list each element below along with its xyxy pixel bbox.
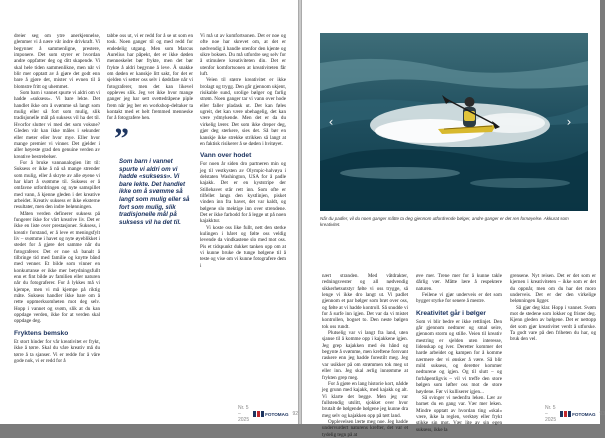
brand-name: FOTOMAG [265,411,289,417]
paragraph: dreier seg om ytre anerkjennelse, glemmer vi å nære vår indre drivkraft. Vi begynner å sammenligne, prestere, imponere. Det som styrer er hvordan andre oppfatter deg og ditt skapende. Vi skal hele tiden sammenlikne, men når vi blir mer opptatt av å gjøre det godt enn bare å gjøre det, mister vi evnen til å blomstre fritt og uhemmet. [14,33,100,90]
page-number: 93 [599,411,605,417]
left-column-3 [200,33,286,269]
paragraph: øve mer. Trene mer for å kunne takle dårlig vær. Måtte lære å respektere naturen. [416,273,502,292]
paragraph: Feilene vi gjør underveis er det som bygger styrke for senere å mestre. [416,292,502,305]
paragraph: Som barn i vannet spurte vi aldri om vi hadde «suksess». Vi bare lekte. Det handlet ikke om å svømme så langt som mulig eller så fort som mulig, slik tradisjonelle mål på suksess vil ha det til. Hvorfor slutter vi med det som voksne? Gleden vår kan ikke måles i sekunder eller meter eller hvor mye. Eller hvor mange premier vi vinner. Det gjelder i aller høyeste grad den genuine verden av kreative bestrebelser. [14,90,100,160]
issue-number: Nr. 5 – 2025 [238,405,250,423]
page-number: 92 [292,411,299,417]
photo-caption: Når du padler, vil du noen ganger måtte ta deg gjennom utfordrende bølger, andre ganger er det ren fornøyelse. Akkurat som kreativitet. [320,216,569,227]
section-heading: Vann over hodet [200,152,252,160]
paragraph: Måten verden definerer suksess på fungerer ikke for vårt kreative liv. Det er ikke en liste over prestasjoner. Suksess, i kreativ forstand, er å leve et meningsfylt liv – svømme i havet og nyte øyeblikket i stedet for å gjøre det samme når du fotograferer. Det er noe så banalt å tilbringe tid med familie og knytte bånd med venner. Et bilde som vinner en konkurranse er ikke mer betydningsfullt enn et fint bilde av familien eller naturen når du fotograferer. For å lykkes må vi kjempe, men vi må kjempe på riktig måte. Suksess handler ikke bare om å rette oppmerksomheten mot deg selv. Hopp i vannet og svøm, slik at du kan oppdage verden, ikke for at verden skal oppdage deg. [14,210,100,325]
pull-quote-text: Som barn i vannet spurte vi aldri om vi hadde «suksess». Vi bare lekte. Det handlet ikke om å svømme så langt som mulig eller så fort som mulig, slik tradisjonelle mål på suksess vil ha det til. [119,158,190,226]
logo-icon [253,411,264,417]
paragraph: Opplevelsen lærte meg noe. Jeg hadde undervurdert naturens krefter, det var et tydelig tegn på at [322,418,408,438]
paragraph: Plutselig var vi langt fra land, uten sjanse til å komme opp i kajakkene igjen. Jeg grep kajakken med én hånd og begynte å svømme, men kreftene forsvant raskere enn jeg hadde forestilt meg. Jeg var usikker på om strømmen tok meg ut eller inn. Jeg skal ærlig innrømme at frykten grep meg. [322,330,408,381]
paragraph: For noen år siden dro partneren min og jeg til vestkysten av Olympic-halvøya i delstaten Washington, USA for å padle kajakk. Det er en kyststripe der Stillehavet står rett inn. Som ofte er tilfellet langs den kystlinjen, pisket vinden inn fra havet, det var kaldt, og bølgene slo mektige inn over strendene. Det er ikke farbodd for å legge ut på noen kajakktur. [200,161,286,225]
issue-number: Nr. 5 – 2025 [545,405,557,423]
right-footer [545,405,605,423]
brand-logo [253,411,288,417]
paragraph: Vi koste oss like fullt, nett den sterke kulingen i håret og følte oss veldig levende da vindkastene slo med mot oss. Pis et tidspunkt dukket tanken opp om at vi kunne bruke de tunge bølgene til å teste og vise om vi kunne fotografere dem i [200,224,286,269]
paragraph: Som vi blir bedre er ikke rettlinjet. Den går gjennom nedturer og smal seire, gjennom storm og stille. Veien til kreativ mestring er sjelden uten interesse, lidenskap og iver. Deretter kommer det harde arbeidet og kampen for å komme nærmere der vi ønsker å være. Så blir mild suksess, og deretter kommer nedturene og igjen. Og til slutt – og forhåpentligvis – vil vi treffe den store bølgen som løfter oss mot de store høydene. Før vi kulliserer igjen... [416,318,502,395]
left-page [0,0,298,424]
left-footer [238,405,298,423]
paragraph: grensene. Nyt reisen. Det er det som er kjernen i kreativiteten – ikke som er det du oppnår, men om du har det moro underveis. Det er der den virkelige belønningen ligger. [510,273,596,305]
paragraph: For å gjøre en lang historie kort, nådde jeg grunn med kajakk, med kajakk og alt. Vi klarte det begge. Men jeg var fullstendig utslitt, sjokket over hvor brutalt de bølgende bølgene jeg kunne dra meg selv og kajakken opp på tørt land. [322,380,408,419]
section-heading: Fryktens bemsko [14,329,69,337]
paragraph: Så svinger vi nedenfra leken. Lær av barnet du en gang var. Vær mer leken. Mindre opptatt av hvordan ting «skal» være, ikke la reglen, verktøy eller frykt stikke sin mot. Vær lite av sin egen suksess, ikke la [416,394,502,433]
quote-mark-icon: ” [114,122,129,155]
pull-quote [107,122,191,262]
logo-icon [560,411,571,417]
left-column-1 [14,33,100,364]
right-column-1 [322,273,408,438]
chevron-left-icon[interactable]: ‹ [328,115,334,129]
right-column-3 [510,273,596,343]
paragraph: nært stranden. Med våtdrakter, redningsvester og all nødvendig sikkerhetsutstyr følte vi oss trygge, så lenge vi ikke dro langt ut. Vi padlet gjennom et par bølger som brøt over oss, og følte at vi hadde kontroll. Så snudde vi for å surfe inn igjen. Det var da vi mistet kontrollen, bogset to. Den neste bølgen tok oss rundt. [322,273,408,330]
paragraph: Et stort hinder for vår kreativitet er frykt, ikke å tørre. Skal du våre kreativ må du tørre å ta sjanser. Vi er redde for å våre gode nok, vi er redd for å [14,338,100,364]
kayak-photo [320,33,588,211]
brand-logo [560,411,595,417]
chevron-right-icon[interactable]: › [566,115,572,129]
paragraph: tabbe oss ut, vi er redd for å se ut som en tosk. Noen ganger til og med redd for endedelig utgang. Men som Marcus Aurelius har påpekt, det er ikke døden menneskelet bør frykte, men det bør frykte å aldri begynne å leve. Å snakke om døden er kanskje litt sakt, for det er sjelden vi setter oss selv i dødsfare når vi fotograferer, men det kan likevel oppleves slik. Jeg vet ikke hvor mange ganger jeg har sett svettedråpene piple frem når jeg ber en workshop-deltaker ta kontakt med et helt fremmed menneske for å fotografere hen. [107,33,193,122]
brand-name: FOTOMAG [572,411,596,417]
left-column-2 [107,33,193,122]
paragraph: Vi må ut av komfortsonen. Det er noe og ofte noe har skrevet om, at det er nødvendig å handle utenfor den kjente og sikre boksen. Du må utfordre seg selv for å stimulere kreativiteten din. Det er utenfor komfortsonen at kreativiteten får luft. [200,33,286,78]
section-heading: Kreativitet går i bølger [416,309,486,317]
paragraph: Veien til større kreativitet er ikke brolagt og trygg. Den går gjennom ukjent, risikable sund, urolige bølger og farlig strøm. Noen ganger tar vi vann over hode eller faller pladask ut. Det kan føles ugreit, det kan være ubehagelig, det kan være ydmykende. Men det er da du virkelig lærer. Det som ikke dreper deg, gjør deg sterkere, sies det. Så bør en kanskje ikke strekke strikken så langt at en faktisk risikerer å se døden i hvitøyet. [200,77,287,147]
paragraph: Så gjør deg klar. Hopp i vannet. Svøm mot de stedene som lokker og frister deg. Kjenn gleden av bølgene. Det er nettopp det som gjør kreativitet verdt å utforske. Ta godt vare på den friheten du har, og bruk den vel. [510,304,596,343]
paragraph: For å bruke vannanalogien litt til: Suksess er ikke å nå så mange strender som mulig, eller å skryte av alle øyene vi har klart å svømme til. Suksess er å omfavne utfordringen og nyte samspillet med vann, å kjenne gleden i det kreative arbeidet. Kreativ suksess er ikke eksterne resultater, men den indre belønningen. [14,159,100,211]
right-column-2 [416,273,502,433]
